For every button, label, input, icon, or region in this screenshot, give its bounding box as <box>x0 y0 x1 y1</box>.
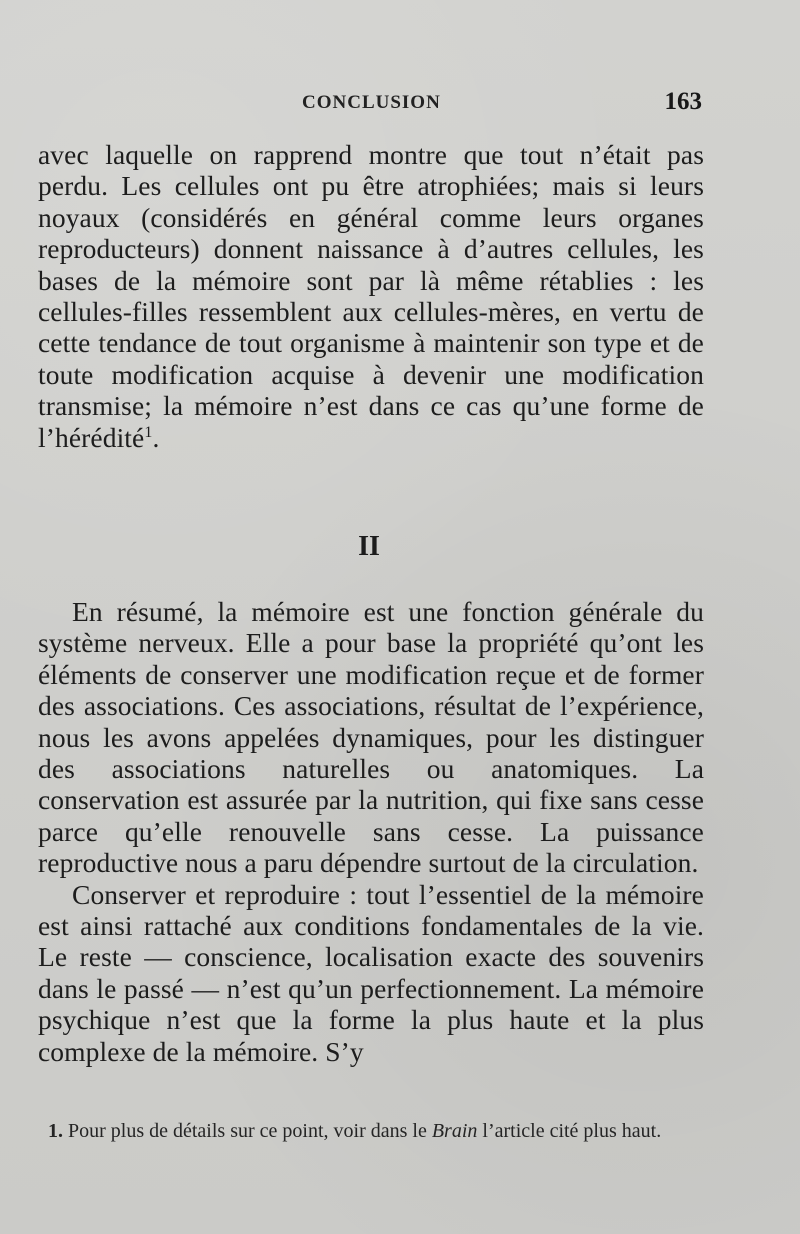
paragraph-1-text: avec laquelle on rapprend montre que tout n’était pas perdu. Les cellules ont pu être atrophiées; mais si leurs noyaux (considérés en général comme leurs organes reproducteurs) donnent naissance à d’autres cellules, les bases de la mémoire sont par là même rétablies : les cellules-filles ressemblent aux cellules-mères, en vertu de cette tendance de tout organisme à maintenir son type et de toute modification acquise à devenir une modification transmise; la mémoire n’est dans ce cas qu’une forme de l’hérédité <box>38 139 704 453</box>
section-body <box>38 596 704 1067</box>
page-number: 163 <box>664 88 702 115</box>
footnote-reference: 1 <box>144 423 153 441</box>
paragraph-1-end: . <box>152 421 160 453</box>
paragraph-2: En résumé, la mémoire est une fonction générale du système nerveux. Elle a pour base la propriété qu’ont les éléments de conserver une modification reçue et de former des associations. Ces associations, résultat de l’expérience, nous les avons appelées dynamiques, pour les distinguer des associations naturelles ou anatomiques. La conservation est assurée par la nutrition, qui fixe sans cesse parce qu’elle renouvelle sans cesse. La puissance reproductive nous a paru dépendre surtout de la circulation. <box>38 596 704 879</box>
footnote-text-after: l’article cité plus haut. <box>482 1120 662 1142</box>
footnote-source-title: Brain <box>431 1120 478 1142</box>
section-number: II <box>358 531 380 562</box>
paragraph-3: Conserver et reproduire : tout l’essentiel de la mémoire est ainsi rattaché aux conditions fondamentales de la vie. Le reste — conscience, localisation exacte des souvenirs dans le passé — n’est qu’un perfectionnement. La mémoire psychique n’est que la forme la plus haute et la plus complexe de la mémoire. S’y <box>38 878 704 1067</box>
running-head <box>40 88 702 122</box>
footnote-number: 1. <box>48 1120 63 1142</box>
continuation-paragraph-block <box>38 139 704 453</box>
footnote <box>48 1119 726 1143</box>
paragraph-1 <box>38 139 704 453</box>
chapter-title: CONCLUSION <box>302 92 441 113</box>
footnote-text-before: Pour plus de détails sur ce point, voir dans le <box>68 1120 427 1142</box>
